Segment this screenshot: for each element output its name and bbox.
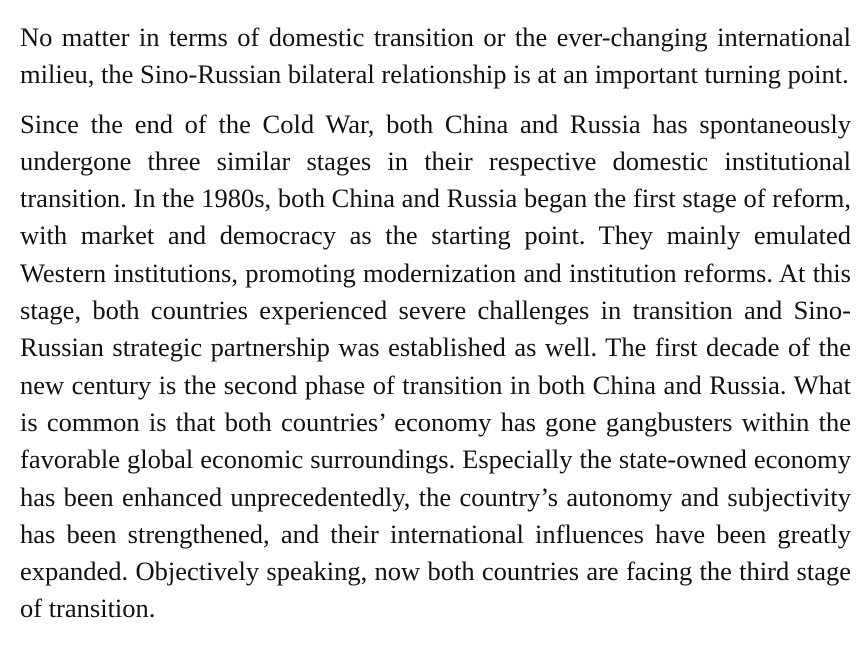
paragraph-intro: No matter in terms of domestic transition or the ever-changing international milieu, the Sino-Russian bilateral relationship is at an important turning point. <box>20 22 851 90</box>
document-page <box>20 19 851 628</box>
paragraph-transition-stages: Since the end of the Cold War, both China and Russia has spontaneously undergone three similar stages in their respective domestic institutional transition. In the 1980s, both China and Russia began the first stage of reform, with market and democracy as the starting point. They mainly emulated Western institutions, promoting modernization and institution reforms. At this stage, both countries experienced severe challenges in transition and Sino-Russian strategic partnership was established as well. The first decade of the new century is the second phase of transition in both China and Russia. What is common is that both countries’ economy has gone gangbusters within the favorable global economic surroundings. Especially the state-owned economy has been enhanced unprecedentedly, the country’s autonomy and subjectivity has been strengthened, and their international influences have been greatly expanded. Objectively speaking, now both countries are facing the third stage of transition. <box>20 108 851 624</box>
